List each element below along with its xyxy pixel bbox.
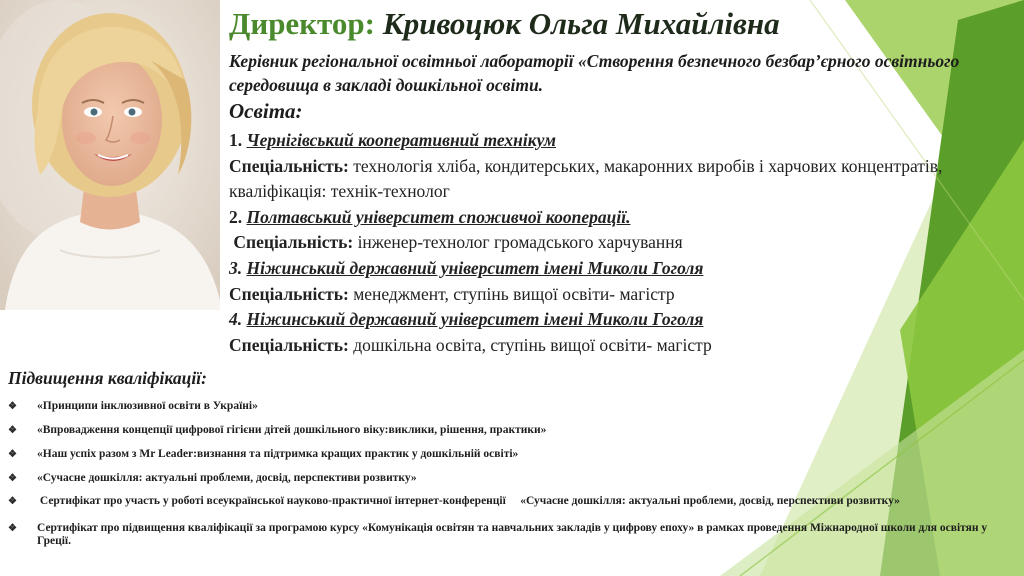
- qualification-text: «Принципи інклюзивної освіти в Україні»: [37, 400, 258, 412]
- qualification-item: [8, 400, 1013, 413]
- qualification-list: [8, 396, 1013, 548]
- specialty-text: менеджмент, ступінь вищої освіти- магістр: [353, 283, 675, 304]
- education-heading: Освіта:: [229, 99, 303, 123]
- qualification-text: «Наш успіх разом з Mr Leader:визнання та підтримка кращих практик у дошкільній освіті»: [37, 448, 519, 460]
- diamond-bullet-icon: ❖: [8, 401, 17, 412]
- page-title: [229, 6, 780, 42]
- education-institution: Ніжинський державний університет імені Миколи Гоголя: [246, 309, 704, 330]
- diamond-bullet-icon: ❖: [8, 496, 17, 507]
- qualification-item: [8, 424, 1013, 437]
- education-item-2: [229, 205, 989, 231]
- education-specialty-3: [229, 282, 989, 308]
- diamond-bullet-icon: ❖: [8, 425, 17, 436]
- subtitle: Керівник регіональної освітньої лабораторії «Створення безпечного безбар’єрного освітнього середовища в закладі дошкільної освіти.: [229, 51, 960, 95]
- director-name: Кривоцюк Ольга Михайлівна: [382, 6, 780, 41]
- specialty-label: Спеціальність:: [229, 283, 349, 304]
- education-institution: Ніжинський державний університет імені Миколи Гоголя: [246, 257, 704, 278]
- specialty-text: інженер-технолог громадського харчування: [357, 232, 683, 253]
- education-number: 3.: [229, 257, 243, 278]
- education-institution: Чернігівський кооперативний технікум: [246, 130, 556, 150]
- education-item-4: [229, 307, 989, 333]
- education-number: 1.: [229, 130, 243, 150]
- portrait-photo: [0, 0, 220, 310]
- education-item-3: [229, 256, 989, 282]
- qualification-heading: Підвищення кваліфікації:: [8, 368, 207, 388]
- specialty-text: технологія хліба, кондитерських, макаронних виробів і харчових концентратів, кваліфікація: технік-технолог: [229, 155, 943, 202]
- diamond-bullet-icon: ❖: [8, 449, 17, 460]
- education-specialty-4: [229, 333, 989, 359]
- qualification-item: [8, 472, 1013, 485]
- education-specialty-2: [229, 230, 989, 256]
- education-list: [229, 128, 989, 358]
- specialty-label: Спеціальність:: [233, 232, 354, 253]
- education-number: 4.: [229, 309, 243, 330]
- education-item-1: [229, 128, 989, 154]
- diamond-bullet-icon: ❖: [8, 523, 17, 534]
- qualification-text: «Впровадження концепції цифрової гігієни дітей дошкільного віку:виклики, рішення, практики»: [37, 424, 547, 436]
- specialty-label: Спеціальність:: [229, 155, 349, 176]
- qualification-item: [8, 522, 1013, 548]
- specialty-text: дошкільна освіта, ступінь вищої освіти- магістр: [353, 334, 712, 355]
- specialty-label: Спеціальність:: [229, 334, 349, 355]
- education-specialty-1: [229, 154, 989, 205]
- qualification-text: Сертифікат про підвищення кваліфікації за програмою курсу «Комунікація освітян та навчальних закладів у цифрову епоху» в рамках проведення Міжнародної школи для освітян у Греції.: [37, 522, 988, 547]
- qualification-text: «Сучасне дошкілля: актуальні проблеми, досвід, перспективи розвитку»: [37, 472, 417, 484]
- education-institution: Полтавський університет споживчої кооперації.: [246, 206, 631, 227]
- diamond-bullet-icon: ❖: [8, 473, 17, 484]
- qualification-item: [8, 448, 1013, 461]
- education-number: 2.: [229, 206, 243, 227]
- qualification-text: Сертифікат про участь у роботі всеукраїнської науково-практичної інтернет-конференції «Сучасне дошкілля: актуальні проблеми, досвід, перспективи розвитку»: [37, 495, 900, 507]
- qualification-item: [8, 495, 1013, 508]
- title-prefix: Директор:: [229, 6, 375, 41]
